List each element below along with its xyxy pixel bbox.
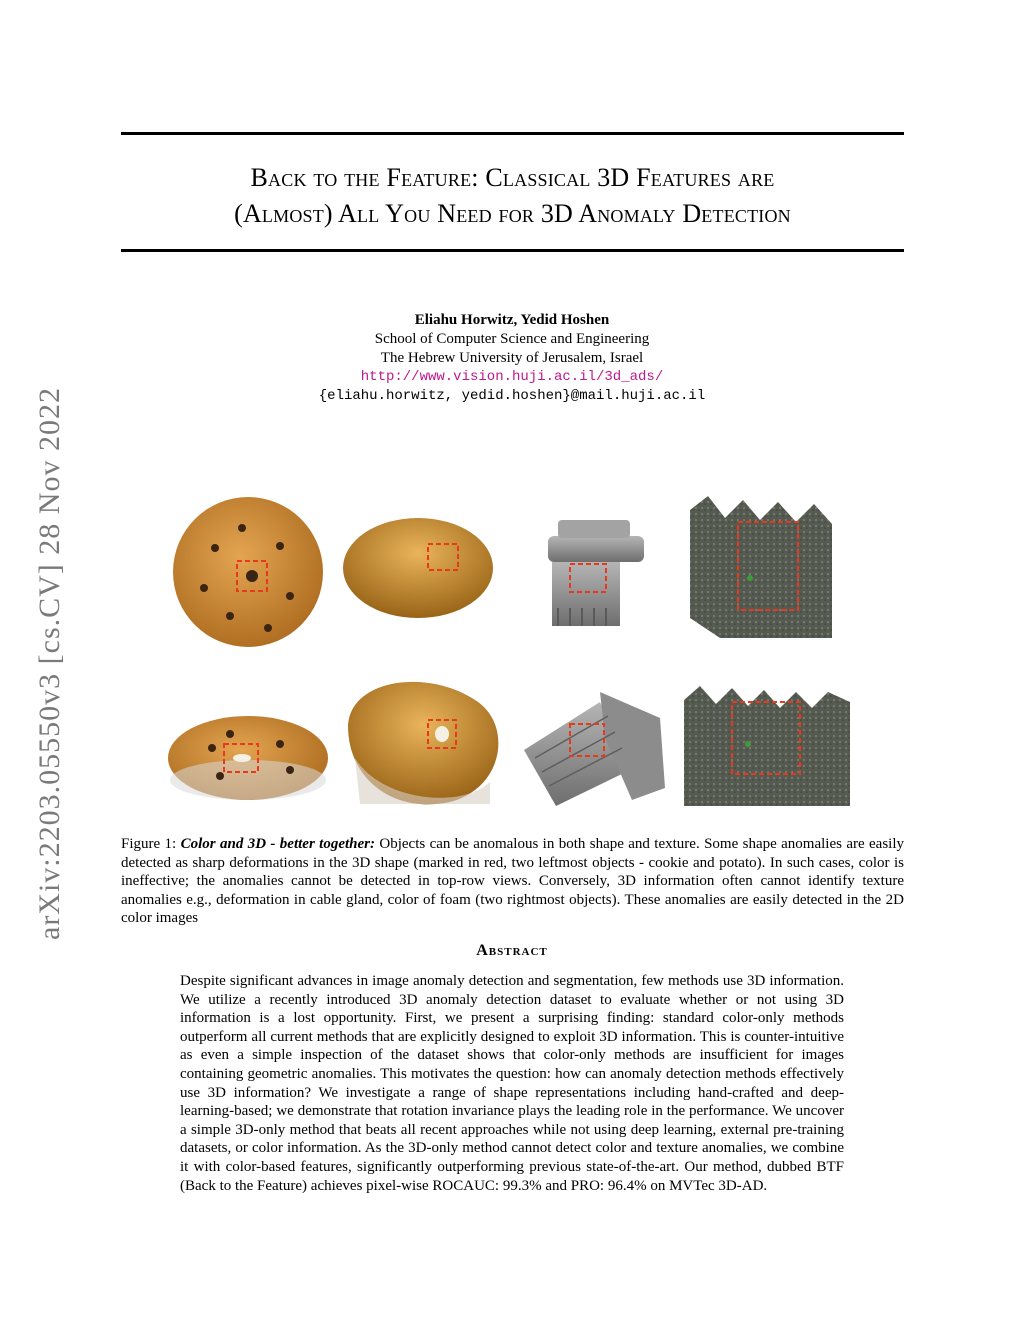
cookie-side-view xyxy=(168,716,328,800)
potato-top-view xyxy=(343,518,493,618)
bottom-rule xyxy=(121,249,904,252)
title-line-1: Back to the Feature: Classical 3D Features are xyxy=(250,163,775,192)
arxiv-identifier: arXiv:2203.05550v3 [cs.CV] 28 Nov 2022 xyxy=(33,387,66,940)
author-email: {eliahu.horwitz, yedid.hoshen}@mail.huji.ac.il xyxy=(318,388,706,404)
top-rule xyxy=(121,132,904,135)
foam-top-view xyxy=(690,496,832,638)
author-block xyxy=(0,311,1024,406)
foam-side-view xyxy=(684,686,850,806)
caption-emphasis: Color and 3D - better together: xyxy=(180,836,375,852)
cable-gland-side-view xyxy=(524,692,665,806)
abstract-body: Despite significant advances in image anomaly detection and segmentation, few methods use 3D information. We utilize a recently introduced 3D anomaly detection dataset to evaluate whether or not using 3D information is a lost opportunity. First, we present a surprising finding: standard color-only methods outperform all current methods that are explicitly designed to exploit 3D information. This is counter-intuitive as even a simple inspection of the dataset shows that color-only methods are insufficient for images containing geometric anomalies. This motivates the question: how can anomaly detection methods effectively use 3D information? We investigate a range of shape representations including hand-crafted and deep-learning-based; we demonstrate that rotation invariance plays the leading role in the performance. We uncover a simple 3D-only method that beats all recent approaches while not using deep learning, external pre-training datasets, or color information. As the 3D-only method cannot detect color and texture anomalies, we combine it with color-based features, significantly outperforming previous state-of-the-art. Our method, dubbed BTF (Back to the Feature) achieves pixel-wise ROCAUC: 99.3% and PRO: 96.4% on MVTec 3D-AD. xyxy=(180,973,844,1194)
caption-label: Figure 1: xyxy=(121,836,177,852)
author-names: Eliahu Horwitz, Yedid Hoshen xyxy=(414,312,610,328)
figure-caption xyxy=(121,835,904,928)
paper-title xyxy=(121,160,904,232)
potato-side-view xyxy=(348,682,498,804)
caption-text: Objects can be anomalous in both shape and texture. Some shape anomalies are easily detected as sharp deformations in the 3D shape (marked in red, two leftmost objects - cookie and potato). In such cases, color is ineffective; the anomalies cannot be detected in top-row views. Conversely, 3D information often cannot identify texture anomalies e.g., deformation in cable gland, color of foam (two rightmost objects). These anomalies are easily detected in the 2D color images xyxy=(121,836,905,927)
affiliation-line-2: The Hebrew University of Jerusalem, Israel xyxy=(380,350,644,366)
title-line-2: (Almost) All You Need for 3D Anomaly Detection xyxy=(234,199,791,228)
cable-gland-top-view xyxy=(548,520,644,626)
abstract-heading: Abstract xyxy=(476,942,548,959)
project-url-link[interactable]: http://www.vision.huji.ac.il/3d_ads/ xyxy=(360,369,664,385)
figure-1-image xyxy=(160,488,870,814)
affiliation-line-1: School of Computer Science and Engineering xyxy=(374,331,650,347)
cookie-top-view xyxy=(173,497,323,647)
